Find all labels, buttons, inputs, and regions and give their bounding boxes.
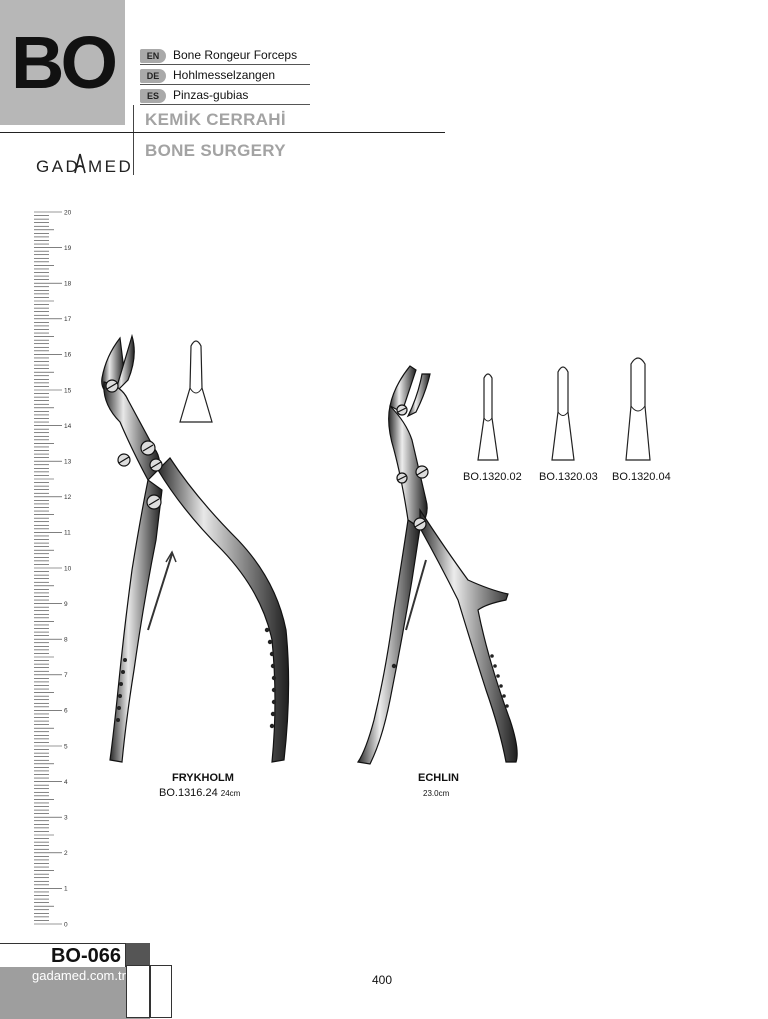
ruler-label: 1 (64, 885, 68, 893)
ruler-label: 0 (64, 921, 68, 929)
footer-code-box (0, 943, 126, 967)
logo-text-left: GAD (36, 157, 81, 176)
lang-row-en (140, 47, 310, 65)
heading-turkish: KEMİK CERRAHİ (145, 110, 286, 129)
lang-tag-de: DE (140, 69, 166, 83)
lang-text-en: Bone Rongeur Forceps (173, 48, 298, 62)
ruler-label: 11 (64, 529, 71, 537)
ruler-label: 12 (64, 494, 72, 502)
tip-variant-code: BO.1320.04 (612, 471, 671, 483)
page-code: BO-066 (50, 945, 121, 967)
gadamed-logo (36, 150, 134, 176)
lang-tag-en: EN (140, 49, 166, 63)
measurement-ruler (34, 200, 84, 930)
lang-tag-es: ES (140, 89, 166, 103)
product-size-echlin (423, 787, 449, 799)
ruler-label: 3 (64, 814, 68, 822)
section-code-block (0, 0, 125, 125)
product-code: BO.1316.24 (159, 787, 218, 799)
product-code-frykholm (159, 787, 240, 799)
lang-text-de: Hohlmesselzangen (173, 68, 276, 82)
tip-variant-1-drawing (474, 372, 502, 466)
lang-row-es (140, 87, 310, 105)
ruler-label: 6 (64, 707, 68, 715)
ruler-label: 14 (64, 422, 72, 430)
ruler-label: 9 (64, 600, 68, 608)
logo-text-right: MED (88, 157, 134, 176)
heading-english: BONE SURGERY (145, 141, 286, 160)
ruler-label: 5 (64, 743, 68, 751)
ruler-label: 19 (64, 244, 72, 252)
ruler-label: 10 (64, 565, 72, 573)
website-link[interactable]: gadamed.com.tr (32, 968, 126, 983)
footer-box (150, 965, 172, 1018)
page-number: 400 (372, 973, 393, 987)
ruler-label: 15 (64, 387, 72, 395)
ruler-label: 17 (64, 316, 72, 324)
ruler-label: 2 (64, 850, 68, 858)
ruler-label: 13 (64, 458, 72, 466)
product-size: 24cm (220, 789, 241, 798)
ruler-label: 18 (64, 280, 72, 288)
frykholm-tip-drawing (178, 336, 214, 428)
ruler-label: 16 (64, 351, 72, 359)
header-divider (0, 132, 445, 133)
lang-row-de (140, 67, 310, 85)
section-code: BO (11, 21, 114, 104)
product-size: 23.0cm (423, 789, 450, 798)
lang-text-es: Pinzas-gubias (173, 88, 249, 102)
product-name-echlin: ECHLIN (418, 772, 459, 784)
ruler-label: 4 (64, 778, 68, 786)
tip-variant-code: BO.1320.03 (539, 471, 598, 483)
product-name-frykholm: FRYKHOLM (172, 772, 234, 784)
tip-variant-code: BO.1320.02 (463, 471, 522, 483)
ruler-label: 7 (64, 672, 68, 680)
footer-box (126, 965, 150, 1018)
footer-dark-square (126, 943, 150, 967)
ruler-label: 8 (64, 636, 68, 644)
tip-variant-2-drawing (548, 364, 578, 466)
ruler-label: 20 (64, 209, 72, 217)
tip-variant-3-drawing (622, 354, 654, 466)
